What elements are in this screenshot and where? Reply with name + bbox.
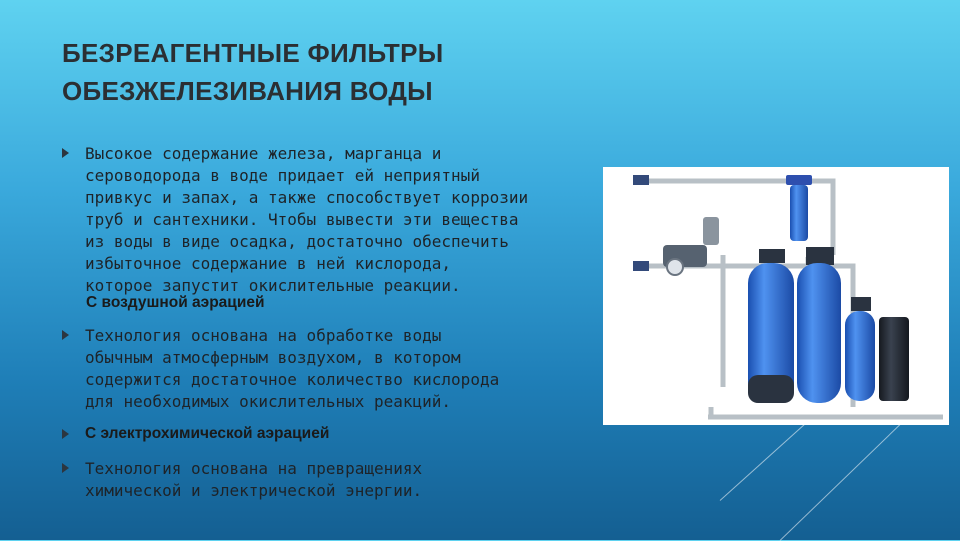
slide-title: БЕЗРЕАГЕНТНЫЕ ФИЛЬТРЫ ОБЕЗЖЕЛЕЗИВАНИЯ ВОДЫ — [62, 38, 444, 106]
bullet-text: С электрохимической аэрацией — [85, 425, 330, 442]
filter-system-image — [603, 167, 949, 425]
bullet-arrow-icon — [62, 148, 69, 158]
bullet-arrow-icon — [62, 330, 69, 340]
bullet-arrow-icon — [62, 463, 69, 473]
bullet-item — [62, 143, 528, 297]
bullet-arrow-icon — [62, 429, 69, 439]
bullet-item — [62, 325, 499, 413]
bullet-text: Технология основана на обработке воды обычным атмосферным воздухом, в котором содержится достаточное количество кислорода для необходимых окислительных реакций. — [85, 326, 500, 411]
bullet-item — [62, 458, 422, 502]
bullet-item — [62, 424, 329, 444]
bullet-text: Высокое содержание железа, марганца и сероводорода в воде придает ей неприятный привкус и запах, а также способствует коррозии труб и сантехники. Чтобы вывести эти вещества из воды в виде осадка, достаточно обеспечить избыточное содержание в ней кислорода, которое запустит окислительные реакции. — [85, 144, 529, 295]
filter-system-illustration — [603, 167, 949, 425]
bullet-text: Технология основана на превращениях химической и электрической энергии. — [85, 459, 423, 500]
subheading-air-aeration: С воздушной аэрацией — [86, 294, 265, 311]
